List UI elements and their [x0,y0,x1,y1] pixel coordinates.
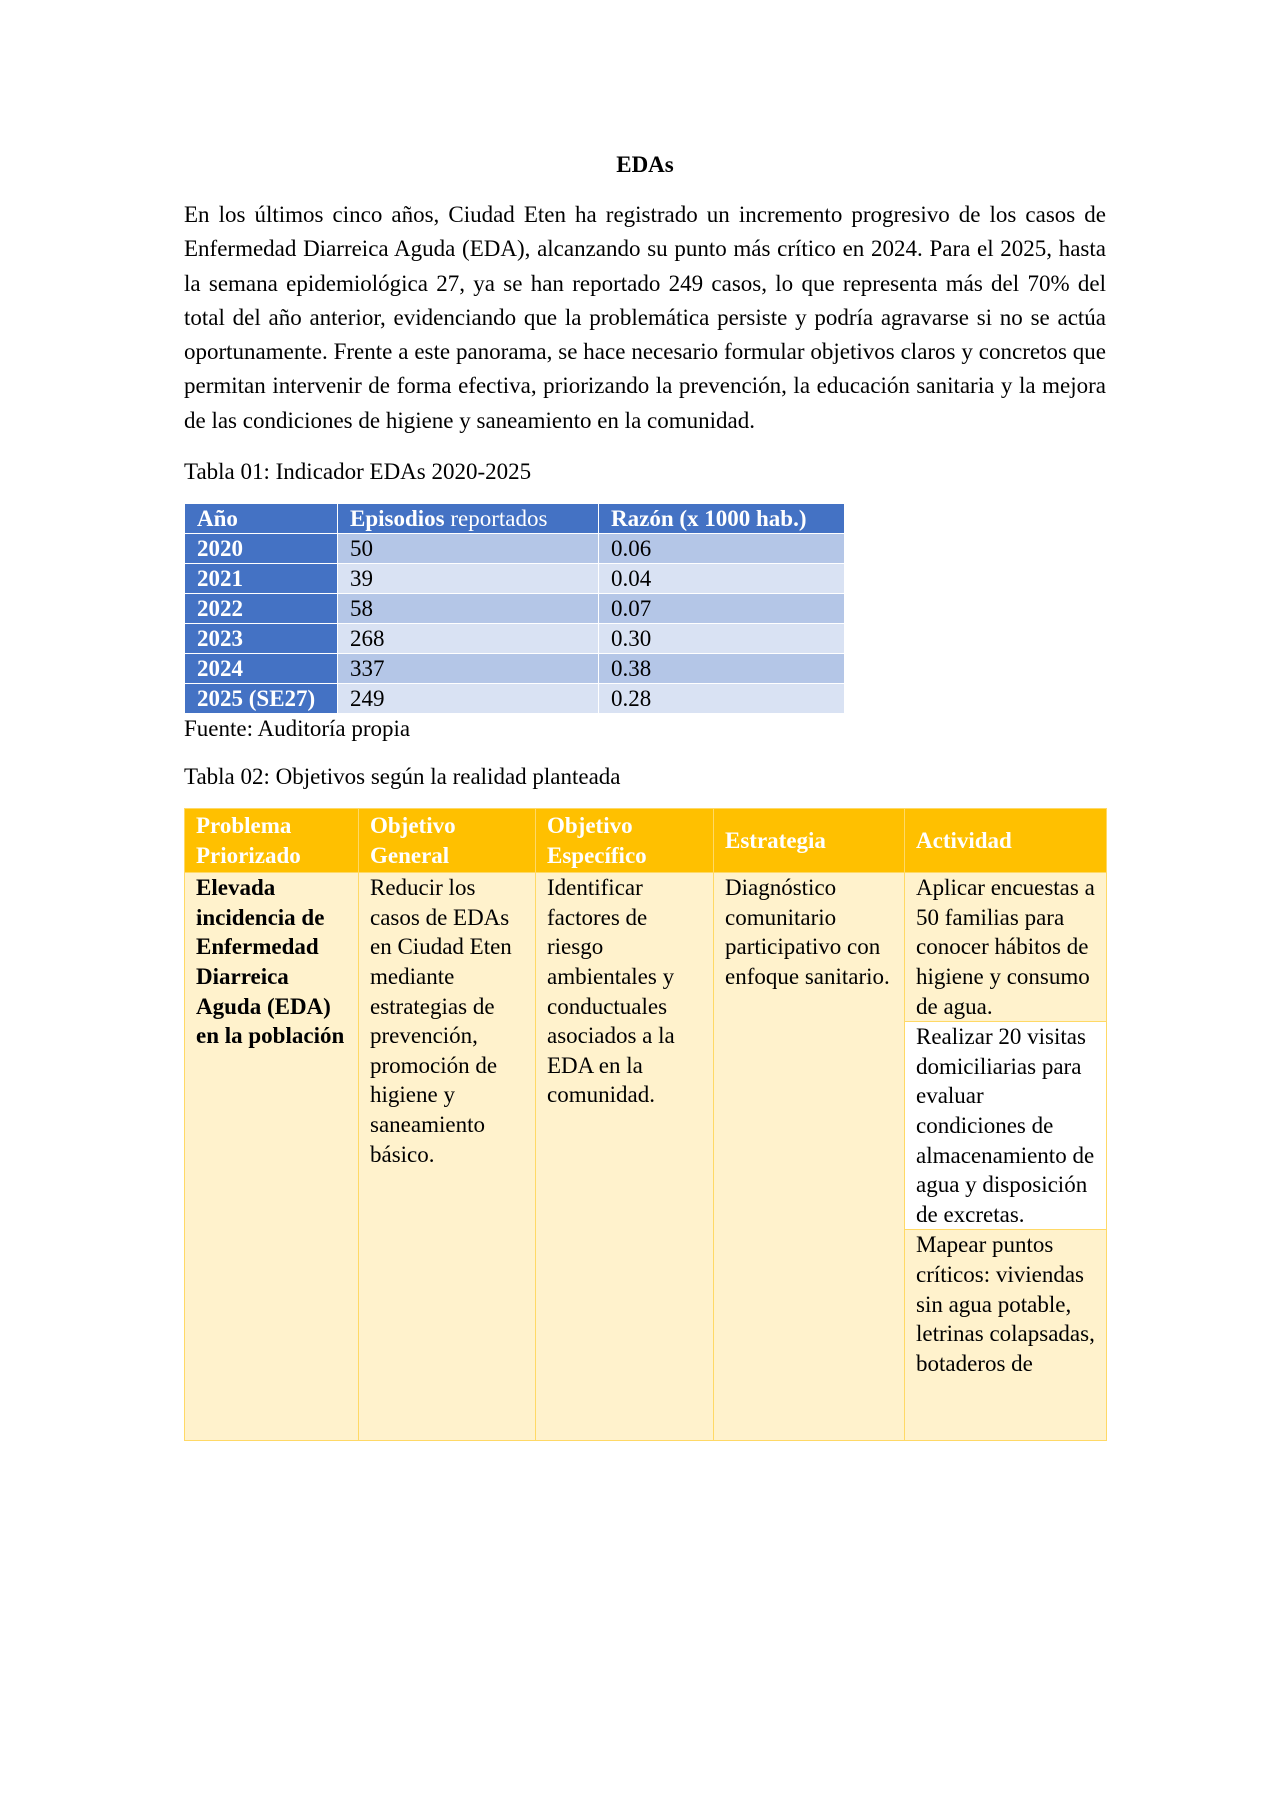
header-specific-objective: Objetivo Específico [536,809,714,873]
document-page [184,150,1106,1441]
objectives-table [184,808,1107,1441]
ratio-cell: 0.04 [599,564,845,594]
table-row [185,684,845,714]
document-title: EDAs [616,152,674,177]
header-strategy: Estrategia [714,809,905,873]
table1-source: Fuente: Auditoría propia [184,716,411,742]
year-cell: 2023 [185,624,338,654]
header-episodes [338,504,599,534]
table-row [185,873,1107,1022]
table2-header-row [185,809,1107,873]
episodes-cell: 50 [338,534,599,564]
table-row [185,624,845,654]
ratio-cell: 0.30 [599,624,845,654]
episodes-cell: 249 [338,684,599,714]
activity-text: Mapear puntos críticos: viviendas sin agua potable, letrinas colapsadas, botaderos de [916,1232,1095,1376]
episodes-cell: 39 [338,564,599,594]
specific-objective-cell: Identificar factores de riesgo ambientales y conductuales asociados a la EDA en la comunidad. [536,873,714,1441]
table-row [185,654,845,684]
year-cell: 2021 [185,564,338,594]
header-general-objective: Objetivo General [359,809,536,873]
header-problem: Problema Priorizado [185,809,359,873]
header-year: Año [185,504,338,534]
table2-caption: Tabla 02: Objetivos según la realidad planteada [184,764,621,790]
header-episodes-bold: Episodios [350,506,445,532]
table1-header-row [185,504,845,534]
strategy-cell: Diagnóstico comunitario participativo con enfoque sanitario. [714,873,905,1441]
year-cell: 2024 [185,654,338,684]
header-episodes-rest: reportados [444,506,548,532]
activity-cell: Realizar 20 visitas domiciliarias para evaluar condiciones de almacenamiento de agua y disposición de excretas. [905,1022,1107,1230]
episodes-cell: 337 [338,654,599,684]
intro-paragraph: En los últimos cinco años, Ciudad Eten ha registrado un incremento progresivo de los casos de Enfermedad Diarreica Aguda (EDA), alcanzando su punto más crítico en 2024. Para el 2025, hasta la semana epidemiológica 27, ya se han reportado 249 casos, lo que representa más del 70% del total del año anterior, evidenciando que la problemática persiste y podría agravarse si no se actúa oportunamente. Frente a este panorama, se hace necesario formular objetivos claros y concretos que permitan intervenir de forma efectiva, priorizando la prevención, la educación sanitaria y la mejora de las condiciones de higiene y saneamiento en la comunidad. [184,202,1106,433]
table1-caption: Tabla 01: Indicador EDAs 2020-2025 [184,459,532,485]
ratio-cell: 0.28 [599,684,845,714]
header-activity: Actividad [905,809,1107,873]
episodes-cell: 268 [338,624,599,654]
table-row [185,534,845,564]
table-row [185,564,845,594]
year-cell: 2020 [185,534,338,564]
ratio-cell: 0.38 [599,654,845,684]
general-objective-cell: Reducir los casos de EDAs en Ciudad Eten mediante estrategias de prevención, promoción de higiene y saneamiento básico. [359,873,536,1441]
header-ratio: Razón (x 1000 hab.) [599,504,845,534]
ratio-cell: 0.06 [599,534,845,564]
table-row [185,594,845,624]
problem-cell: Elevada incidencia de Enfermedad Diarreica Aguda (EDA) en la población [185,873,359,1441]
ratio-cell: 0.07 [599,594,845,624]
year-cell: 2025 (SE27) [185,684,338,714]
year-cell: 2022 [185,594,338,624]
activity-cell: Aplicar encuestas a 50 familias para conocer hábitos de higiene y consumo de agua. [905,873,1107,1022]
indicator-table [184,503,845,714]
activity-cell [905,1230,1107,1441]
episodes-cell: 58 [338,594,599,624]
